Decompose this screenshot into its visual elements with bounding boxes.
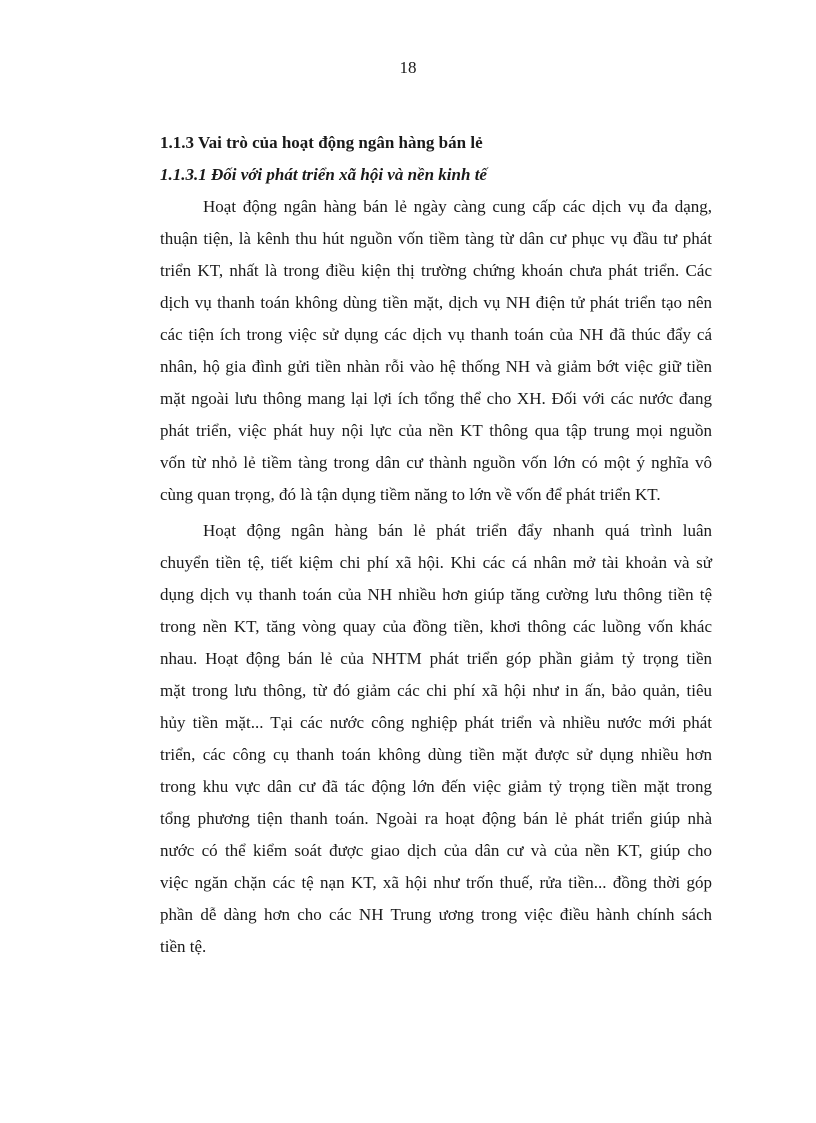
paragraph-line: chuyển tiền tệ, tiết kiệm chi phí xã hội. Khi các cá nhân mở tài khoản và sử <box>160 553 712 572</box>
paragraph-1 <box>160 191 712 511</box>
section-heading: 1.1.3 Vai trò của hoạt động ngân hàng bán lẻ <box>160 133 483 152</box>
paragraph-line: hủy tiền mặt... Tại các nước công nghiệp phát triển và nhiều nước mới phát <box>160 713 712 732</box>
paragraph-line: triển KT, nhất là trong điều kiện thị trường chứng khoán chưa phát triển. Các <box>160 261 712 280</box>
paragraph-line: phát triển, việc phát huy nội lực của nền KT thông qua tập trung mọi nguồn <box>160 421 712 440</box>
page-body <box>160 127 712 963</box>
paragraph-line: thuận tiện, là kênh thu hút nguồn vốn tiềm tàng từ dân cư phục vụ đầu tư phát <box>160 229 712 248</box>
paragraph-line: vốn từ nhỏ lẻ tiềm tàng trong dân cư thành nguồn vốn lớn có một ý nghĩa vô <box>160 453 712 472</box>
paragraph-line: Hoạt động ngân hàng bán lẻ phát triển đẩy nhanh quá trình luân <box>203 521 712 540</box>
paragraph-line: mặt ngoài lưu thông mang lại lợi ích tổng thể cho XH. Đối với các nước đang <box>160 389 712 408</box>
paragraph-line: nhau. Hoạt động bán lẻ của NHTM phát triển góp phần giảm tỷ trọng tiền <box>160 649 712 668</box>
paragraph-line: việc ngăn chặn các tệ nạn KT, xã hội như trốn thuế, rửa tiền... đồng thời góp <box>160 873 712 892</box>
paragraph-line: tiền tệ. <box>160 937 207 956</box>
paragraph-line: triển, các công cụ thanh toán không dùng tiền mặt được sử dụng nhiều hơn <box>160 745 712 764</box>
paragraph-line: dịch vụ thanh toán không dùng tiền mặt, dịch vụ NH điện tử phát triển tạo nên <box>160 293 712 312</box>
paragraph-line: tổng phương tiện thanh toán. Ngoài ra hoạt động bán lẻ phát triển giúp nhà <box>160 809 712 828</box>
paragraph-line: trong nền KT, tăng vòng quay của đồng tiền, khơi thông các luồng vốn khác <box>160 617 712 636</box>
paragraph-line: Hoạt động ngân hàng bán lẻ ngày càng cung cấp các dịch vụ đa dạng, <box>203 197 712 216</box>
paragraph-line: các tiện ích trong việc sử dụng các dịch vụ thanh toán của NH đã thúc đẩy cá <box>160 325 712 344</box>
paragraph-line: phần dễ dàng hơn cho các NH Trung ương trong việc điều hành chính sách <box>160 905 712 924</box>
page-number: 18 <box>399 58 417 77</box>
subsection-heading: 1.1.3.1 Đối với phát triển xã hội và nền kinh tế <box>160 165 487 184</box>
paragraph-line: mặt trong lưu thông, từ đó giảm các chi phí xã hội như in ấn, bảo quản, tiêu <box>160 681 712 700</box>
paragraph-line: nước có thể kiểm soát được giao dịch của dân cư và của nền KT, giúp cho <box>160 841 712 860</box>
paragraph-line: dụng dịch vụ thanh toán của NH nhiều hơn giúp tăng cường lưu thông tiền tệ <box>160 585 712 604</box>
paragraph-line: cùng quan trọng, đó là tận dụng tiềm năng to lớn về vốn để phát triển KT. <box>160 485 661 504</box>
paragraph-2 <box>160 515 712 963</box>
paragraph-line: nhân, hộ gia đình gửi tiền nhàn rỗi vào hệ thống NH và giảm bớt việc giữ tiền <box>160 357 712 376</box>
paragraph-line: trong khu vực dân cư đã tác động lớn đến việc giảm tỷ trọng tiền mặt trong <box>160 777 712 796</box>
